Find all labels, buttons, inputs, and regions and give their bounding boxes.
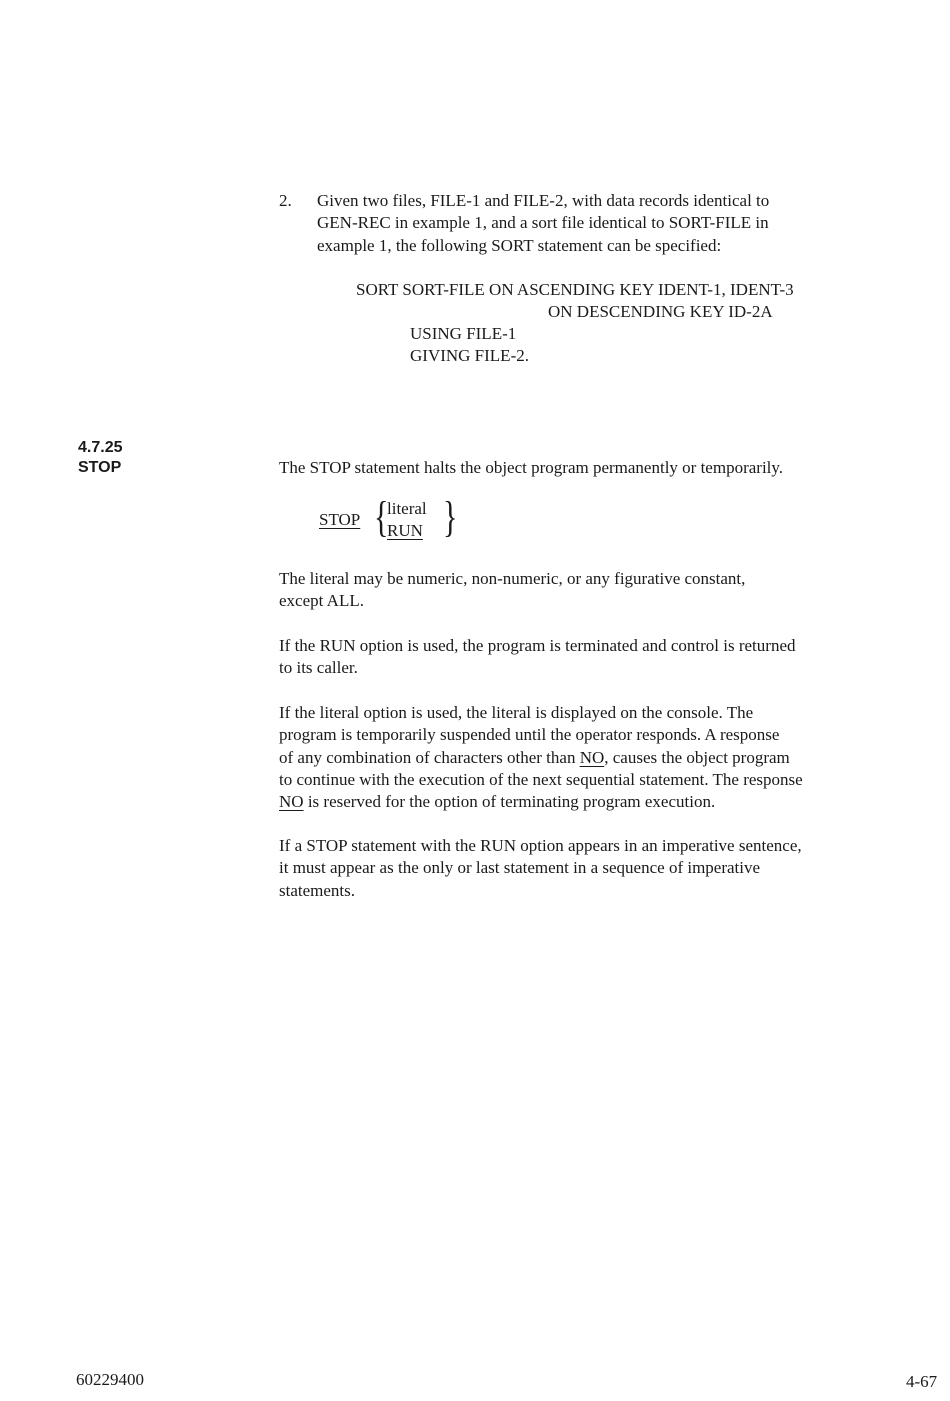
section-intro: The STOP statement halts the object program permanently or temporarily. [279,458,784,477]
paragraph-line: it must appear as the only or last statement in a sequence of imperative [279,858,761,878]
left-brace: { [374,493,389,542]
paragraph-line: program is temporarily suspended until the operator responds. A response [279,725,780,745]
paragraph-literal-option [279,702,803,813]
text-span: of any combination of characters other than [279,747,580,767]
paragraph-line: statements. [279,880,356,900]
paragraph-line: to its caller. [279,658,358,678]
underlined-no: NO [279,792,304,812]
paragraph-run-option [279,635,796,680]
paragraph-line: except ALL. [279,591,364,611]
code-line: SORT SORT-FILE ON ASCENDING KEY IDENT-1, IDENT-3 [356,280,794,299]
underlined-no: NO [579,747,605,767]
paragraph-literal [279,568,745,613]
paragraph-line: The literal may be numeric, non-numeric, or any figurative constant, [279,569,746,588]
paragraph-line: to continue with the execution of the next sequential statement. The response [279,769,803,789]
paragraph-imperative [279,835,802,902]
code-line: ON DESCENDING KEY ID-2A [548,302,773,321]
example-line: GEN-REC in example 1, and a sort file identical to SORT-FILE in [317,213,769,233]
section-number: 4.7.25 [78,439,123,456]
stop-format [319,494,479,544]
text-span: is reserved for the option of terminating program execution. [303,792,716,812]
format-option-literal: literal [387,499,427,518]
doc-number: 60229400 [76,1370,144,1389]
code-line: USING FILE-1 [410,324,517,343]
code-line: GIVING FILE-2. [410,346,529,365]
example-line: Given two files, FILE-1 and FILE-2, with data records identical to [317,191,770,210]
example-text [317,190,769,257]
paragraph-line: If a STOP statement with the RUN option appears in an imperative sentence, [279,836,802,855]
paragraph-line: If the RUN option is used, the program is terminated and control is returned [279,636,796,655]
format-keyword: STOP [319,510,361,529]
page-number: 4-67 [906,1372,938,1391]
right-brace: } [443,493,458,542]
example-line: example 1, the following SORT statement can be specified: [317,235,722,255]
format-option-run: RUN [387,521,423,540]
section-title: STOP [78,459,122,476]
paragraph-line [279,747,803,769]
paragraph-line: If the literal option is used, the literal is displayed on the console. The [279,703,754,722]
text-span: , causes the object program [604,747,790,767]
paragraph-line [279,791,803,813]
example-number: 2. [279,191,292,210]
